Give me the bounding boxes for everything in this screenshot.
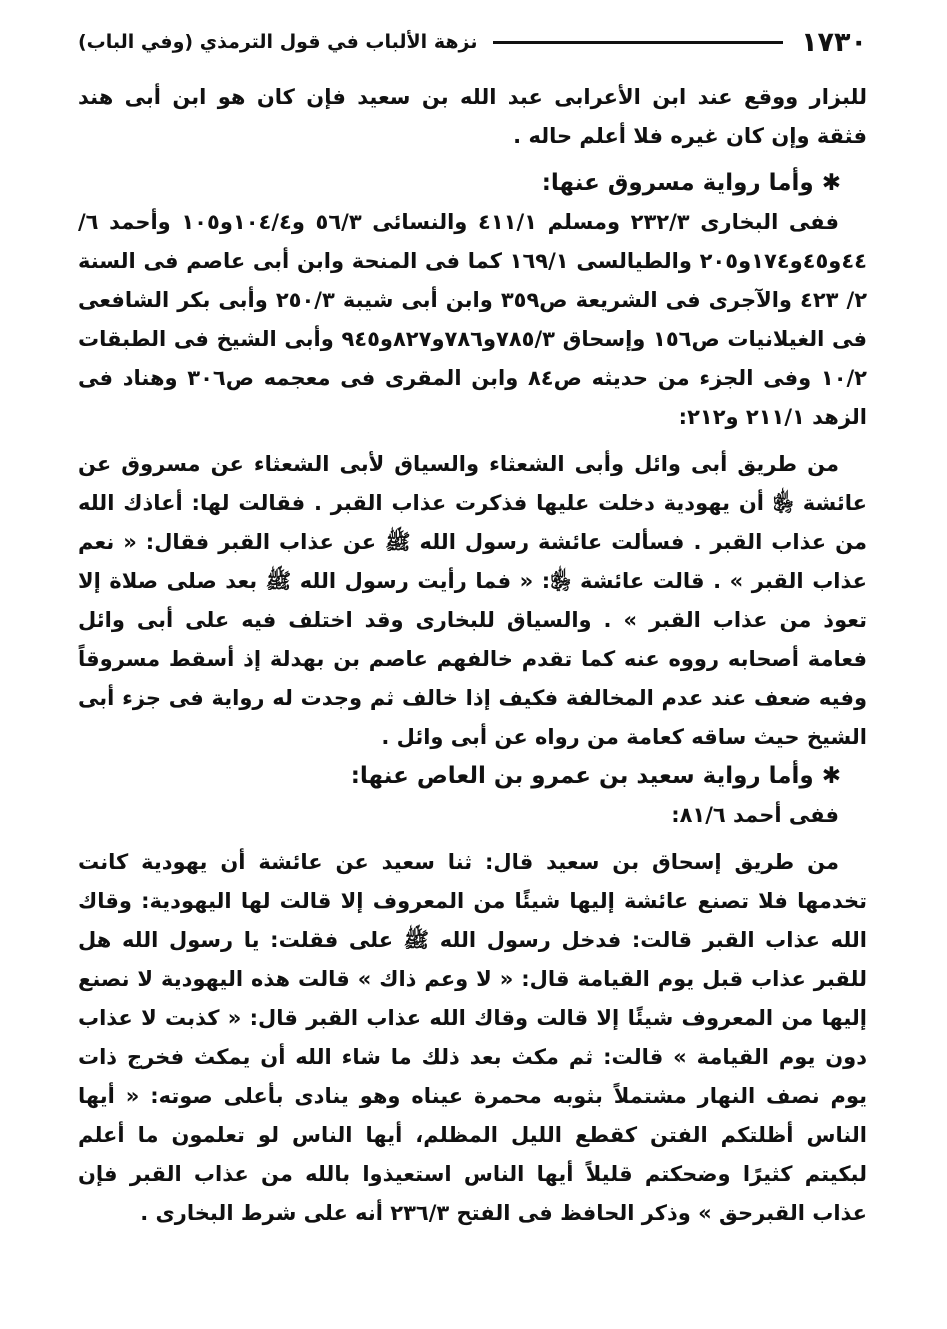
section-heading-text: وأما رواية مسروق عنها: <box>541 170 814 196</box>
running-title: نزهة الألباب في قول الترمذي (وفي الباب) <box>78 31 478 53</box>
paragraph-hadith-said: من طريق إسحاق بن سعيد قال: ثنا سعيد عن عائشة أن يهودية كانت تخدمها فلا تصنع عائشة إليها شيئًا من المعروف إلا قالت لها اليهودية: وقاك الله عذاب القبر قالت: فدخل رسول الله ﷺ على فقلت: يا رسول الله هل للقبر عذاب قبل يوم القيامة قال: « لا وعم ذاك » قالت هذه اليهودية لا نصنع إليها من المعروف شيئًا إلا قالت وقاك الله عذاب القبر قال: « كذبت لا عذاب دون يوم القيامة » قالت: ثم مكث بعد ذلك ما شاء الله أن يمكث فخرج ذات يوم نصف النهار مشتملاً بثوبه محمرة عيناه وهو ينادى بأعلى صوته: « أيها الناس أظلتكم الفتن كقطع الليل المظلم، أيها الناس لو تعلمون ما أعلم لبكيتم كثيرًا وضحكتم قليلاً أيها الناس استعيذوا بالله من عذاب القبر فإن عذاب القبرحق » وذكر الحافظ فى الفتح ٢٣٦/٣ أنه على شرط البخارى . <box>78 850 867 1225</box>
page-header <box>78 22 867 62</box>
page-number: ١٧٣٠ <box>801 26 867 58</box>
asterisk-icon: ✱ <box>821 170 841 196</box>
header-rule <box>493 41 783 44</box>
page-body <box>78 78 867 1233</box>
paragraph-sources-masruq: ففى البخارى ٢٣٢/٣ ومسلم ٤١١/١ والنسائى ٥٦/٣ و١٠٤/٤و١٠٥ وأحمد ٦/ ٤٤و٤٥و١٧٤و٢٠٥ والطيالسى ١٦٩/١ كما فى المنحة وابن أبى عاصم فى السنة ٢/ ٤٢٣ والآجرى فى الشريعة ص٣٥٩ وابن أبى شيبة ٢٥٠/٣ وأبى بكر الشافعى فى الغيلانيات ص١٥٦ وإسحاق ٧٨٥/٣و٧٨٦و٨٢٧و٩٤٥ وأبى الشيخ فى الطبقات ١٠/٢ وفى الجزء من حديثه ص٨٤ وابن المقرى فى معجمه ص٣٠٦ وهناد فى الزهد ٢١١/١ و٢١٢: <box>78 210 868 429</box>
asterisk-icon: ✱ <box>821 763 841 789</box>
section-heading-masruq <box>78 164 867 203</box>
paragraph-continuation: للبزار ووقع عند ابن الأعرابى عبد الله بن سعيد فإن كان هو ابن أبى هند فثقة وإن كان غيره فلا أعلم حاله . <box>78 85 867 148</box>
paragraph-sources-said: ففى أحمد ٨١/٦: <box>671 803 839 827</box>
section-heading-text: وأما رواية سعيد بن عمرو بن العاص عنها: <box>350 763 814 789</box>
section-heading-said <box>78 757 867 796</box>
paragraph-hadith-masruq: من طريق أبى وائل وأبى الشعثاء والسياق لأبى الشعثاء عن مسروق عن عائشة ﵂ أن يهودية دخلت عليها فذكرت عذاب القبر . فقالت لها: أعاذك الله من عذاب القبر . فسألت عائشة رسول الله ﷺ عن عذاب القبر فقال: « نعم عذاب القبر » . قالت عائشة ﵂: « فما رأيت رسول الله ﷺ بعد صلى صلاة إلا تعوذ من عذاب القبر » . والسياق للبخارى وقد اختلف فيه على أبى وائل فعامة أصحابه رووه عنه كما تقدم خالفهم عاصم بن بهدلة إذ أسقط مسروقاً وفيه ضعف عند عدم المخالفة فكيف إذا خالف ثم وجدت له رواية فى جزء أبى الشيخ حيث ساقه كعامة من رواه عن أبى وائل . <box>78 452 867 749</box>
